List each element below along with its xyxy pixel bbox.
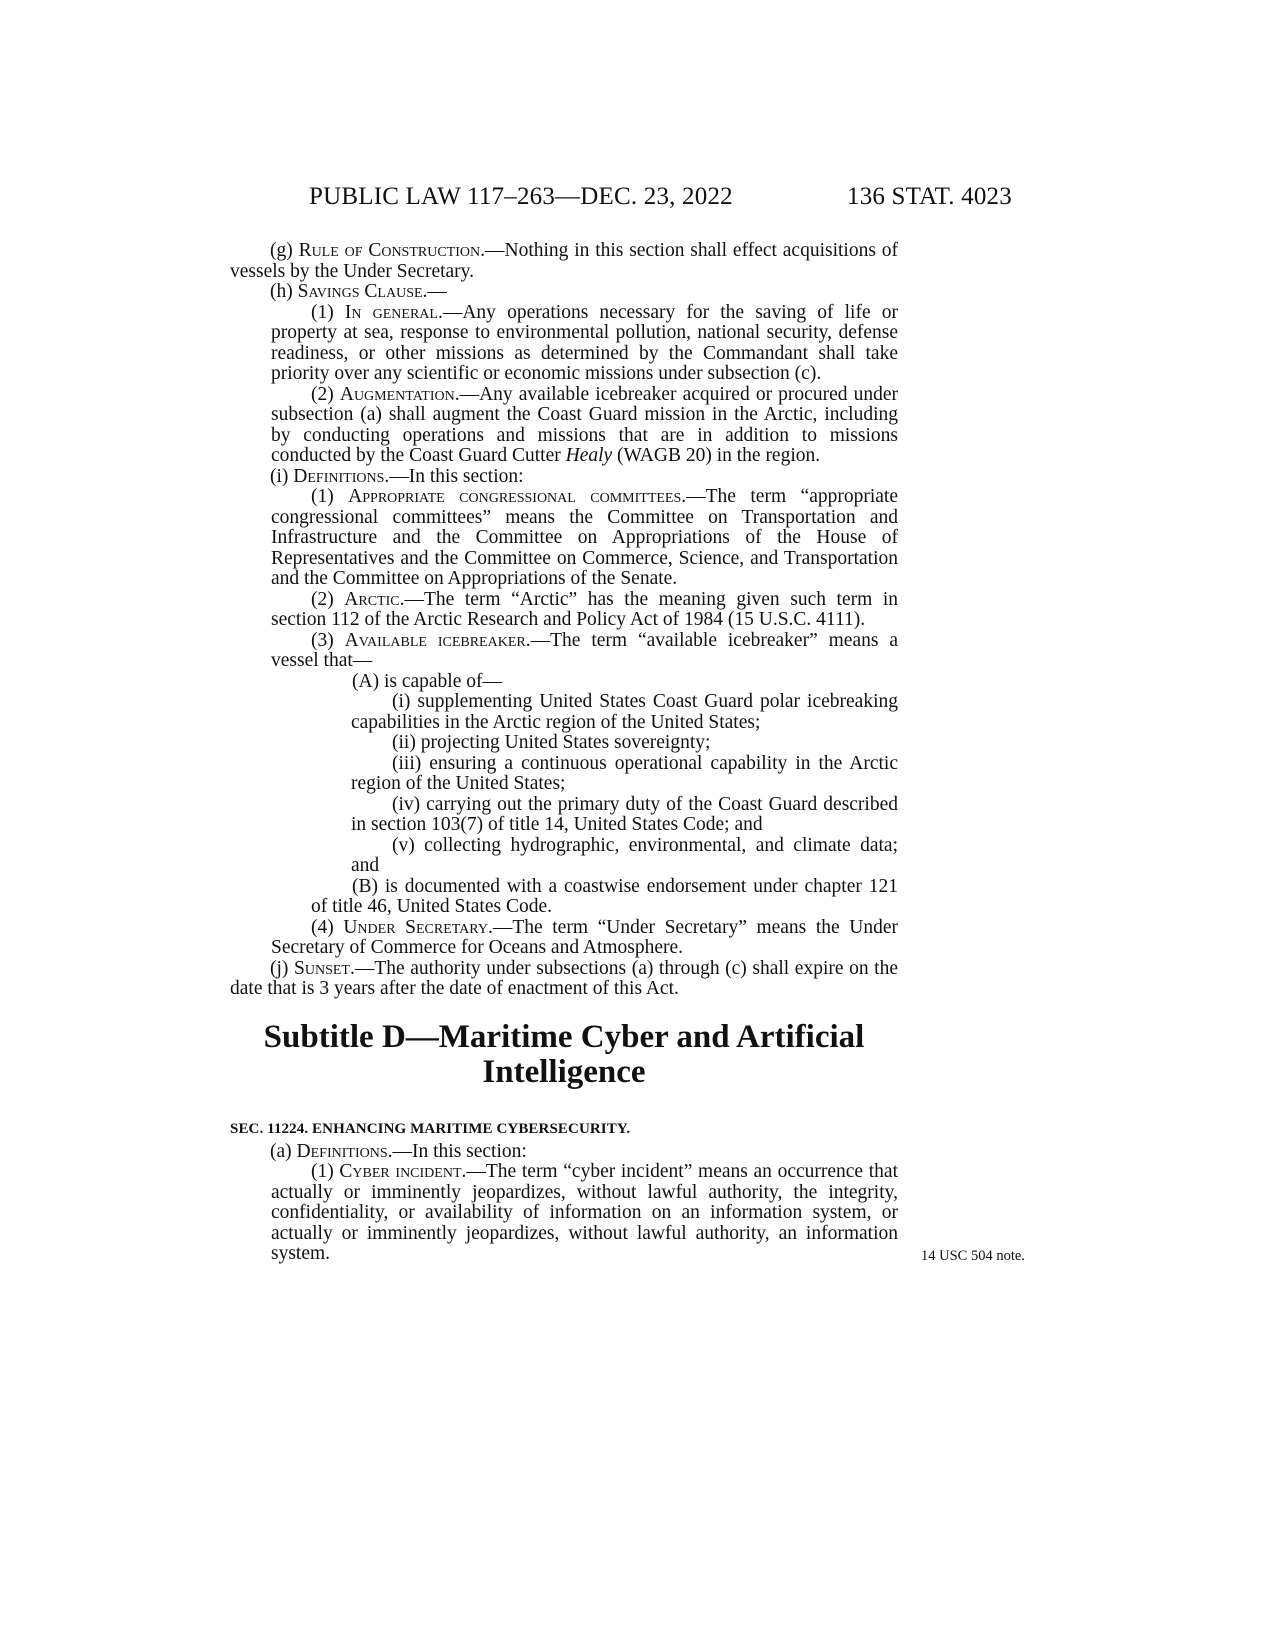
section-paragraph-a-1: (1) Cyber incident.—The term “cyber incident” means an occurrence that actually or imminently jeopardizes, without lawful authority, the integrity, confidentiality, or availability of information on an information system, or actually or imminently jeopardizes, without lawful authority, an information system. [271, 1161, 898, 1264]
paragraph-i-2: (2) Arctic.—The term “Arctic” has the meaning given such term in section 112 of the Arctic Research and Policy Act of 1984 (15 U.S.C. 4111). [271, 588, 898, 630]
clause-i: (i) supplementing United States Coast Guard polar icebreaking capabilities in the Arctic region of the United States; [351, 691, 898, 733]
subparagraph-A: (A) is capable of— [352, 670, 502, 692]
subparagraph-B: (B) is documented with a coastwise endorsement under chapter 121 of title 46, United States Code. [311, 875, 898, 917]
subsection-heading: Sunset [294, 957, 350, 979]
margin-note: 14 USC 504 note. [921, 1248, 1025, 1264]
clause-ii: (ii) projecting United States sovereignty; [392, 732, 711, 753]
subsection-heading: Rule of Construction [298, 240, 481, 261]
subsection-heading: Definitions [296, 1140, 388, 1162]
paragraph-heading: Cyber incident [339, 1161, 462, 1182]
subsection-h: (h) Savings Clause.— [270, 281, 447, 302]
subsection-i: (i) Definitions.—In this section: [270, 465, 524, 487]
paragraph-h-1: (1) In general.—Any operations necessary for the saving of life or property at sea, response to environmental pollution, national security, defense readiness, or other missions as determined by the Commandant shall take priority over any scientific or economic missions under subsection (c). [271, 301, 899, 384]
paragraph-heading: In general [344, 301, 438, 323]
section-heading: SEC. 11224. ENHANCING MARITIME CYBERSECURITY. [230, 1120, 631, 1137]
subsection-heading: Savings Clause [297, 281, 423, 302]
vessel-name: Healy [565, 445, 613, 466]
clause-iv: (iv) carrying out the primary duty of the Coast Guard described in section 103(7) of title 14, United States Code; and [351, 793, 898, 835]
paragraph-h-2: (2) Augmentation.—Any available icebreaker acquired or procured under subsection (a) shall augment the Coast Guard mission in the Arctic, including by conducting operations and missions that are in addition to missions conducted by the Coast Guard Cutter Healy (WAGB 20) in the region. [271, 383, 898, 466]
paragraph-i-3: (3) Available icebreaker.—The term “available icebreaker” means a vessel that— [271, 629, 898, 671]
paragraph-heading: Under Secretary [343, 916, 488, 938]
running-header-title: PUBLIC LAW 117–263—DEC. 23, 2022 [309, 183, 733, 210]
subsection-heading: Definitions [293, 465, 385, 487]
paragraph-i-4: (4) Under Secretary.—The term “Under Secretary” means the Under Secretary of Commerce for Oceans and Atmosphere. [271, 916, 898, 958]
subsection-j: (j) Sunset.—The authority under subsections (a) through (c) shall expire on the date that is 3 years after the date of enactment of this Act. [230, 957, 899, 999]
paragraph-heading: Augmentation [339, 383, 455, 405]
paragraph-heading: Arctic [344, 588, 400, 610]
subsection-g: (g) Rule of Construction.—Nothing in this section shall effect acquisitions of vessels by the Under Secretary. [230, 240, 898, 282]
clause-v: (v) collecting hydrographic, environmental, and climate data; and [351, 834, 898, 876]
section-subsection-a: (a) Definitions.—In this section: [270, 1140, 527, 1162]
clause-iii: (iii) ensuring a continuous operational capability in the Arctic region of the United States; [351, 752, 898, 794]
text-column [230, 241, 898, 1265]
page-stat-number: 136 STAT. 4023 [847, 183, 1012, 210]
paragraph-heading: Appropriate congressional committees [348, 486, 682, 507]
paragraph-i-1: (1) Appropriate congressional committees.—The term “appropriate congressional committees” means the Committee on Transportation and Infrastructure and the Committee on Appropriations of the House of Representatives and the Committee on Commerce, Science, and Transportation and the Committee on Appropriations of the Senate. [271, 486, 898, 589]
paragraph-heading: Available icebreaker [344, 629, 526, 651]
subtitle-heading: Subtitle D—Maritime Cyber and Artificial Intelligence [263, 1018, 865, 1090]
